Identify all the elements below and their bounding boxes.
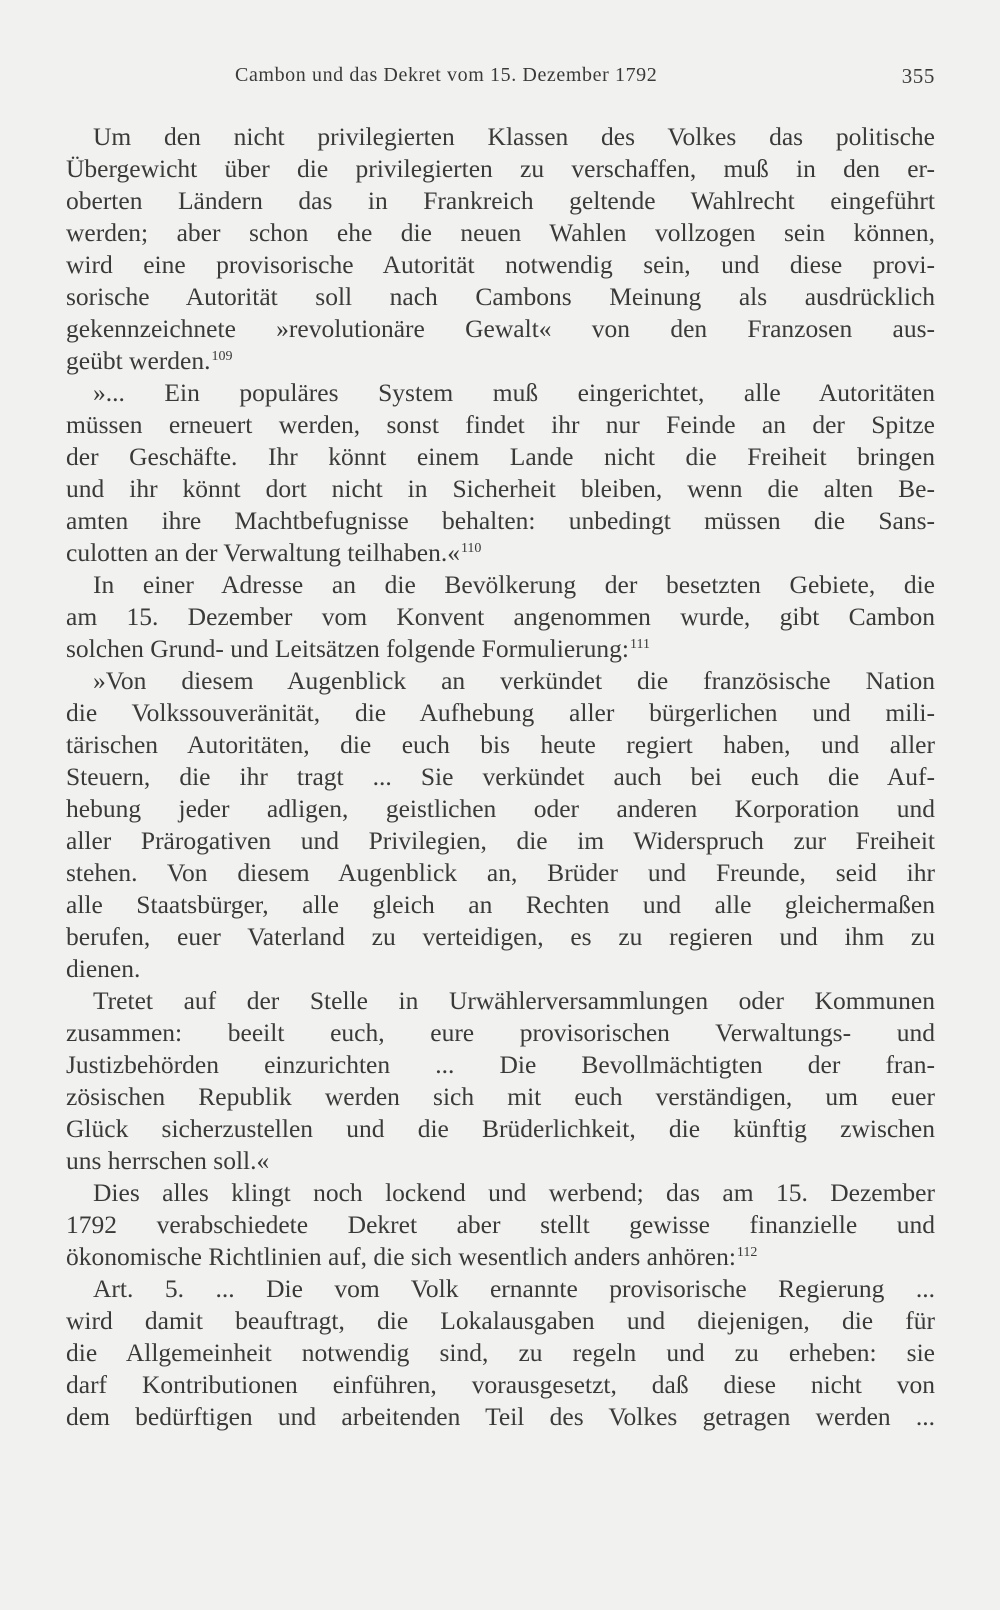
text-line: [66, 601, 935, 633]
line-text: Tretet auf der Stelle in Urwählerversammlungen oder Kommunen: [93, 986, 935, 1015]
text-line: [66, 537, 935, 569]
line-text: oberten Ländern das in Frankreich geltende Wahlrecht eingeführt: [66, 186, 935, 215]
text-line: [66, 1337, 935, 1369]
text-line: [66, 793, 935, 825]
text-line: [66, 505, 935, 537]
text-line: [66, 729, 935, 761]
text-line: [66, 1113, 935, 1145]
line-text: geübt werden.: [66, 346, 211, 375]
text-line: [66, 1273, 935, 1305]
text-line: [66, 409, 935, 441]
line-text: dienen.: [66, 954, 141, 983]
text-line: [66, 281, 935, 313]
paragraph: [66, 121, 935, 377]
line-text: und ihr könnt dort nicht in Sicherheit bleiben, wenn die alten Be-: [66, 474, 935, 503]
line-text: uns herrschen soll.«: [66, 1146, 270, 1175]
text-line: [66, 569, 935, 601]
line-text: »Von diesem Augenblick an verkündet die französische Nation: [93, 666, 935, 695]
line-text: ökonomische Richtlinien auf, die sich wesentlich anders anhören:: [66, 1242, 736, 1271]
text-line: [66, 761, 935, 793]
line-text: dem bedürftigen und arbeitenden Teil des Volkes getragen werden ...: [66, 1402, 935, 1431]
line-text: wird eine provisorische Autorität notwendig sein, und diese provi-: [66, 250, 935, 279]
text-line: [66, 217, 935, 249]
text-line: [66, 249, 935, 281]
line-text: solchen Grund- und Leitsätzen folgende Formulierung:: [66, 634, 629, 663]
line-text: aller Prärogativen und Privilegien, die im Widerspruch zur Freiheit: [66, 826, 935, 855]
body-text: [66, 121, 935, 1433]
text-line: [66, 889, 935, 921]
line-text: Glück sicherzustellen und die Brüderlichkeit, die künftig zwischen: [66, 1114, 935, 1143]
page-number: 355: [901, 64, 935, 88]
line-text: zusammen: beeilt euch, eure provisorischen Verwaltungs- und: [66, 1018, 935, 1047]
line-text: culotten an der Verwaltung teilhaben.«: [66, 538, 460, 567]
line-text: alle Staatsbürger, alle gleich an Rechten und alle gleichermaßen: [66, 890, 935, 919]
line-text: gekennzeichnete »revolutionäre Gewalt« von den Franzosen aus-: [66, 314, 935, 343]
line-text: darf Kontributionen einführen, vorausgesetzt, daß diese nicht von: [66, 1370, 935, 1399]
text-line: [66, 1017, 935, 1049]
paragraph: [66, 985, 935, 1177]
text-line: [66, 953, 935, 985]
line-text: berufen, euer Vaterland zu verteidigen, es zu regieren und ihm zu: [66, 922, 935, 951]
line-text: der Geschäfte. Ihr könnt einem Lande nicht die Freiheit bringen: [66, 442, 935, 471]
line-text: »... Ein populäres System muß eingerichtet, alle Autoritäten: [93, 378, 935, 407]
text-line: [66, 441, 935, 473]
line-text: Steuern, die ihr tragt ... Sie verkündet auch bei euch die Auf-: [66, 762, 935, 791]
line-text: müssen erneuert werden, sonst findet ihr nur Feinde an der Spitze: [66, 410, 935, 439]
text-line: [66, 665, 935, 697]
text-line: [66, 153, 935, 185]
line-text: stehen. Von diesem Augenblick an, Brüder und Freunde, seid ihr: [66, 858, 935, 887]
text-line: [66, 1177, 935, 1209]
paragraph: [66, 1273, 935, 1433]
line-text: sorische Autorität soll nach Cambons Meinung als ausdrücklich: [66, 282, 935, 311]
line-text: werden; aber schon ehe die neuen Wahlen vollzogen sein können,: [66, 218, 935, 247]
footnote-reference: 111: [629, 637, 650, 652]
line-text: zösischen Republik werden sich mit euch verständigen, um euer: [66, 1082, 935, 1111]
text-line: [66, 1401, 935, 1433]
paragraph: [66, 377, 935, 569]
line-text: hebung jeder adligen, geistlichen oder anderen Korporation und: [66, 794, 935, 823]
text-line: [66, 1369, 935, 1401]
text-line: [66, 1209, 935, 1241]
paragraph: [66, 569, 935, 665]
line-text: Dies alles klingt noch lockend und werbend; das am 15. Dezember: [93, 1178, 935, 1207]
text-line: [66, 345, 935, 377]
line-text: Justizbehörden einzurichten ... Die Bevollmächtigten der fran-: [66, 1050, 935, 1079]
text-line: [66, 1145, 935, 1177]
line-text: die Allgemeinheit notwendig sind, zu regeln und zu erheben: sie: [66, 1338, 935, 1367]
text-line: [66, 1241, 935, 1273]
paragraph: [66, 1177, 935, 1273]
text-line: [66, 185, 935, 217]
footnote-reference: 109: [211, 349, 233, 364]
text-line: [66, 985, 935, 1017]
text-line: [66, 473, 935, 505]
text-line: [66, 857, 935, 889]
line-text: 1792 verabschiedete Dekret aber stellt gewisse finanzielle und: [66, 1210, 935, 1239]
line-text: Um den nicht privilegierten Klassen des Volkes das politische: [93, 122, 935, 151]
footnote-reference: 112: [736, 1245, 758, 1260]
text-line: [66, 121, 935, 153]
text-line: [66, 825, 935, 857]
line-text: amten ihre Machtbefugnisse behalten: unbedingt müssen die Sans-: [66, 506, 935, 535]
text-line: [66, 377, 935, 409]
running-head: [235, 64, 935, 94]
text-line: [66, 697, 935, 729]
footnote-reference: 110: [460, 541, 482, 556]
running-head-title: Cambon und das Dekret vom 15. Dezember 1792: [235, 64, 658, 86]
text-line: [66, 1305, 935, 1337]
line-text: tärischen Autoritäten, die euch bis heute regiert haben, und aller: [66, 730, 935, 759]
paragraph: [66, 665, 935, 985]
text-line: [66, 633, 935, 665]
line-text: wird damit beauftragt, die Lokalausgaben und diejenigen, die für: [66, 1306, 935, 1335]
line-text: Übergewicht über die privilegierten zu verschaffen, muß in den er-: [66, 154, 935, 183]
text-line: [66, 1049, 935, 1081]
line-text: am 15. Dezember vom Konvent angenommen wurde, gibt Cambon: [66, 602, 935, 631]
line-text: Art. 5. ... Die vom Volk ernannte provisorische Regierung ...: [93, 1274, 935, 1303]
line-text: In einer Adresse an die Bevölkerung der besetzten Gebiete, die: [93, 570, 935, 599]
line-text: die Volkssouveränität, die Aufhebung aller bürgerlichen und mili-: [66, 698, 935, 727]
text-line: [66, 1081, 935, 1113]
text-line: [66, 313, 935, 345]
text-line: [66, 921, 935, 953]
